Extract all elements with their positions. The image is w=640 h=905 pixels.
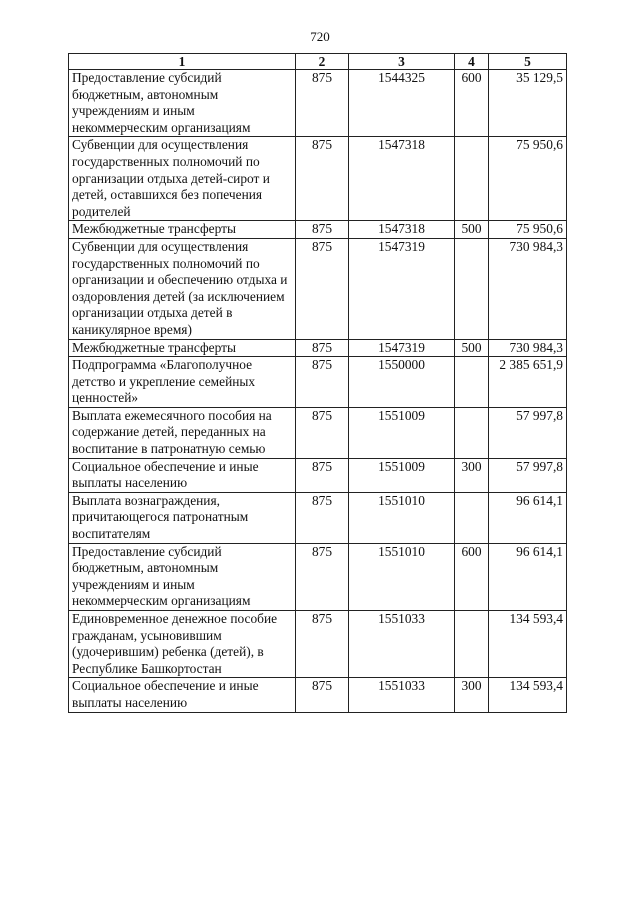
row-name-cell: Предоставление субсидий бюджетным, автономным учреждениям и иным некоммерческим организациям bbox=[69, 543, 296, 610]
budget-table bbox=[68, 53, 567, 713]
row-code-cell: 875 bbox=[296, 357, 349, 408]
row-type-cell bbox=[455, 492, 489, 543]
row-type-cell: 500 bbox=[455, 221, 489, 239]
row-code-cell: 875 bbox=[296, 458, 349, 492]
column-header-1: 1 bbox=[69, 54, 296, 70]
row-code-cell: 875 bbox=[296, 221, 349, 239]
row-type-cell bbox=[455, 407, 489, 458]
row-target-cell: 1551010 bbox=[349, 492, 455, 543]
table-row bbox=[69, 221, 567, 239]
row-type-cell bbox=[455, 238, 489, 339]
row-target-cell: 1551033 bbox=[349, 678, 455, 712]
row-type-cell bbox=[455, 137, 489, 221]
row-name-cell: Подпрограмма «Благополучное детство и укрепление семейных ценностей» bbox=[69, 357, 296, 408]
row-type-cell: 500 bbox=[455, 339, 489, 357]
row-type-cell bbox=[455, 611, 489, 678]
row-amount-cell: 35 129,5 bbox=[489, 70, 567, 137]
row-target-cell: 1551033 bbox=[349, 611, 455, 678]
row-target-cell: 1547318 bbox=[349, 221, 455, 239]
table-row bbox=[69, 70, 567, 137]
row-type-cell: 600 bbox=[455, 543, 489, 610]
row-code-cell: 875 bbox=[296, 678, 349, 712]
row-code-cell: 875 bbox=[296, 238, 349, 339]
row-target-cell: 1550000 bbox=[349, 357, 455, 408]
row-amount-cell: 57 997,8 bbox=[489, 458, 567, 492]
row-amount-cell: 96 614,1 bbox=[489, 492, 567, 543]
row-amount-cell: 134 593,4 bbox=[489, 611, 567, 678]
row-amount-cell: 96 614,1 bbox=[489, 543, 567, 610]
table-row bbox=[69, 339, 567, 357]
table-row bbox=[69, 543, 567, 610]
row-amount-cell: 134 593,4 bbox=[489, 678, 567, 712]
row-name-cell: Единовременное денежное пособие гражданам, усыновившим (удочерившим) ребенка (детей), в Республике Башкортостан bbox=[69, 611, 296, 678]
row-target-cell: 1547319 bbox=[349, 339, 455, 357]
column-header-2: 2 bbox=[296, 54, 349, 70]
row-target-cell: 1551009 bbox=[349, 458, 455, 492]
table-row bbox=[69, 238, 567, 339]
row-amount-cell: 730 984,3 bbox=[489, 238, 567, 339]
row-type-cell: 300 bbox=[455, 678, 489, 712]
row-target-cell: 1547319 bbox=[349, 238, 455, 339]
table-row bbox=[69, 492, 567, 543]
row-name-cell: Социальное обеспечение и иные выплаты населению bbox=[69, 678, 296, 712]
table-row bbox=[69, 678, 567, 712]
row-amount-cell: 75 950,6 bbox=[489, 137, 567, 221]
row-code-cell: 875 bbox=[296, 137, 349, 221]
row-code-cell: 875 bbox=[296, 611, 349, 678]
row-amount-cell: 57 997,8 bbox=[489, 407, 567, 458]
table-row bbox=[69, 458, 567, 492]
row-amount-cell: 75 950,6 bbox=[489, 221, 567, 239]
row-target-cell: 1551010 bbox=[349, 543, 455, 610]
row-name-cell: Социальное обеспечение и иные выплаты населению bbox=[69, 458, 296, 492]
row-code-cell: 875 bbox=[296, 543, 349, 610]
page-number: 720 bbox=[310, 29, 330, 44]
row-target-cell: 1547318 bbox=[349, 137, 455, 221]
table-row bbox=[69, 137, 567, 221]
row-name-cell: Субвенции для осуществления государственных полномочий по организации отдыха детей-сирот и детей, оставшихся без попечения родителей bbox=[69, 137, 296, 221]
row-type-cell bbox=[455, 357, 489, 408]
table-row bbox=[69, 357, 567, 408]
row-type-cell: 300 bbox=[455, 458, 489, 492]
row-target-cell: 1544325 bbox=[349, 70, 455, 137]
row-name-cell: Предоставление субсидий бюджетным, автономным учреждениям и иным некоммерческим организациям bbox=[69, 70, 296, 137]
row-amount-cell: 2 385 651,9 bbox=[489, 357, 567, 408]
row-name-cell: Межбюджетные трансферты bbox=[69, 221, 296, 239]
column-header-4: 4 bbox=[455, 54, 489, 70]
row-code-cell: 875 bbox=[296, 407, 349, 458]
row-name-cell: Субвенции для осуществления государственных полномочий по организации и обеспечению отдыха и оздоровления детей (за исключением организации отдыха детей в каникулярное время) bbox=[69, 238, 296, 339]
table-row bbox=[69, 611, 567, 678]
column-header-5: 5 bbox=[489, 54, 567, 70]
row-target-cell: 1551009 bbox=[349, 407, 455, 458]
column-header-3: 3 bbox=[349, 54, 455, 70]
row-type-cell: 600 bbox=[455, 70, 489, 137]
row-name-cell: Межбюджетные трансферты bbox=[69, 339, 296, 357]
row-code-cell: 875 bbox=[296, 492, 349, 543]
row-name-cell: Выплата ежемесячного пособия на содержание детей, переданных на воспитание в патронатную семью bbox=[69, 407, 296, 458]
row-code-cell: 875 bbox=[296, 339, 349, 357]
table-body bbox=[69, 70, 567, 713]
table-row bbox=[69, 407, 567, 458]
table-header-row bbox=[69, 54, 567, 70]
row-code-cell: 875 bbox=[296, 70, 349, 137]
row-name-cell: Выплата вознаграждения, причитающегося патронатным воспитателям bbox=[69, 492, 296, 543]
row-amount-cell: 730 984,3 bbox=[489, 339, 567, 357]
